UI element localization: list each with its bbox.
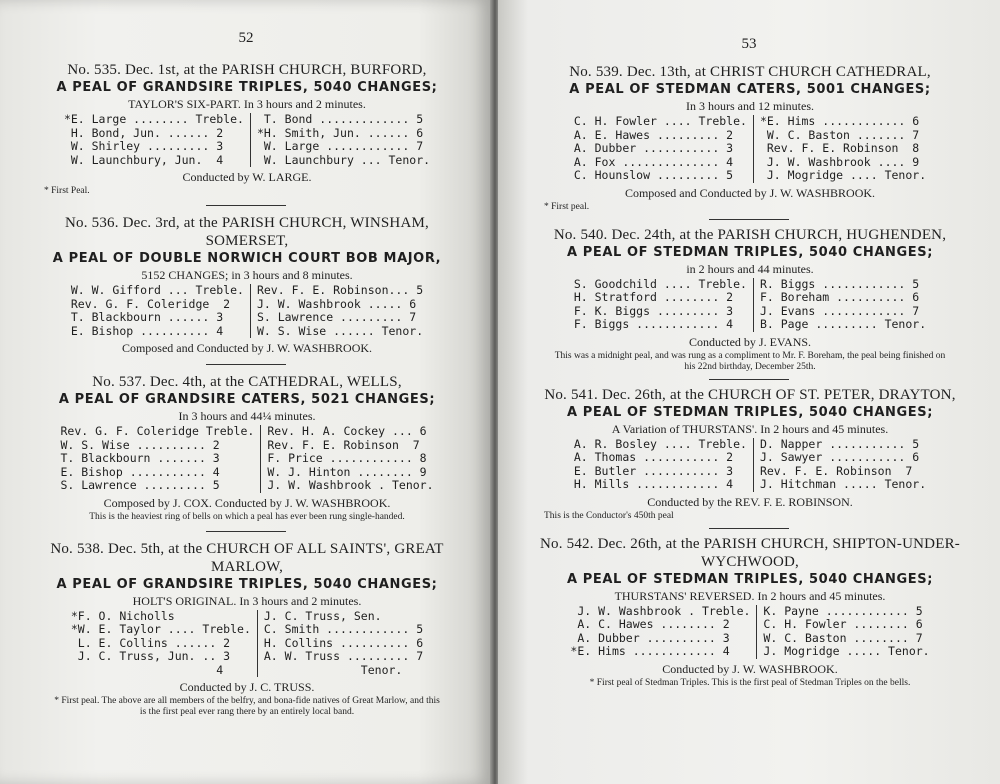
conductor-line: Composed by J. COX. Conducted by J. W. WASHBROOK. (103, 495, 391, 510)
record-heading: No. 539. Dec. 13th, at CHRIST CHURCH CATHEDRAL, (569, 64, 931, 80)
ringer: J. W. Washbrook . Treble. (570, 603, 751, 618)
ringer: A. Dubber .......... 3 (570, 630, 730, 645)
ringer: W. Shirley ......... 3 (63, 139, 224, 153)
ringer: K. Payne ............ 5 (763, 603, 923, 618)
ringer: W. C. Baston ........ 7 (763, 630, 923, 645)
record-heading: No. 541. Dec. 26th, at the CHURCH OF ST. PETER, DRAYTON, (544, 386, 956, 403)
conductor-line: Composed and Conducted by J. W. WASHBROOK. (624, 185, 876, 200)
ringer: W. W. Gifford ... Treble. (70, 283, 244, 297)
ringer: J. Mogridge .... Tenor. (759, 168, 927, 182)
record-heading: No. 538. Dec. 5th, at the CHURCH OF ALL SAINTS', GREAT MARLOW, (50, 540, 444, 575)
footnote: This is the Conductor's 450th peal (544, 510, 674, 521)
ringer: Rev. G. F. Coleridge Treble. (60, 424, 255, 438)
ringers-table (40, 284, 454, 338)
divider (709, 219, 789, 220)
ringer: J. Evans ............ 7 (759, 303, 920, 318)
record-heading: No. 537. Dec. 4th, at the CATHEDRAL, WELLS, (92, 374, 402, 390)
record-heading: No. 542. Dec. 26th, at the PARISH CHURCH, SHIPTON-UNDER-WYCHWOOD, (540, 535, 960, 570)
ringer: *E. Hims ............ 6 (759, 114, 920, 128)
ringer: E. Butler ........... 3 (573, 463, 734, 478)
conductor-line: Conducted by J. C. TRUSS. (179, 680, 315, 694)
ringer: H. Mills ............ 4 (573, 477, 734, 491)
peal-title: A PEAL OF STEDMAN TRIPLES, 5040 CHANGES; (566, 244, 934, 260)
ringer: C. Smith ............ 5 (263, 622, 424, 636)
footnote: This was a midnight peal, and was rung as a compliment to Mr. F. Boreham, the peal being finished on his 22nd birthday, December 25th. (554, 350, 946, 372)
record-subline: THURSTANS' REVERSED. In 2 hours and 45 minutes. (614, 588, 886, 603)
divider (206, 205, 286, 206)
ringer: Rev. F. E. Robinson 7 (759, 463, 913, 478)
ringer: Rev. F. E. Robinson 8 (759, 141, 920, 155)
peal-title: A PEAL OF DOUBLE NORWICH COURT BOB MAJOR, (52, 251, 442, 266)
record-subline: In 3 hours and 44¼ minutes. (178, 409, 316, 423)
ringer: A. Fox .............. 4 (573, 154, 734, 169)
conductor-line: Conducted by W. LARGE. (182, 170, 312, 184)
ringers-table (40, 610, 454, 678)
ringer: Rev. F. E. Robinson... 5 (256, 283, 424, 297)
peal-record (498, 226, 1000, 373)
ringers-table (40, 113, 454, 167)
ringer: A. R. Bosley .... Treble. (573, 436, 747, 451)
record-subline: HOLT'S ORIGINAL. In 3 hours and 2 minutes. (132, 593, 362, 608)
peal-record (0, 61, 492, 197)
peal-record (0, 540, 492, 719)
ringer: W. Large ............ 7 (256, 139, 424, 153)
peal-record (498, 386, 1000, 522)
ringer: Tenor. (263, 662, 403, 677)
peal-record (498, 535, 1000, 689)
ringer: W. S. Wise .......... 2 (60, 437, 220, 452)
page-number: 52 (238, 30, 254, 46)
record-subline: TAYLOR'S SIX-PART. In 3 hours and 2 minutes. (128, 97, 366, 111)
ringer: *W. E. Taylor .... Treble. (70, 622, 251, 636)
ringer: W. C. Baston ....... 7 (759, 127, 920, 142)
footnote: * First peal. (544, 201, 590, 212)
ringer: J. Hitchman ..... Tenor. (759, 477, 927, 491)
peal-record (0, 373, 492, 523)
right-page (498, 0, 1000, 784)
ringer: *F. O. Nicholls (70, 608, 175, 623)
ringer: F. Price ............ 8 (267, 451, 427, 465)
ringers-table (540, 438, 960, 492)
left-page (0, 0, 492, 784)
peal-title: A PEAL OF STEDMAN TRIPLES, 5040 CHANGES; (566, 571, 934, 587)
ringer: H. Bond, Jun. ...... 2 (63, 125, 224, 140)
conductor-line: Conducted by J. EVANS. (688, 334, 812, 349)
record-heading: No. 536. Dec. 3rd, at the PARISH CHURCH, WINSHAM, SOMERSET, (65, 215, 429, 249)
ringers-table (40, 425, 454, 493)
ringer: J. Sawyer ........... 6 (759, 450, 920, 464)
peal-record (498, 63, 1000, 213)
divider (709, 528, 789, 529)
ringer: W. J. Hinton ........ 9 (267, 464, 427, 479)
divider (709, 379, 789, 380)
ringer: W. Launchbury, Jun. 4 (63, 152, 224, 167)
peal-title: A PEAL OF GRANDSIRE CATERS, 5021 CHANGES; (58, 392, 436, 407)
ringer: L. E. Collins ...... 2 (70, 635, 231, 650)
ringer: B. Page ......... Tenor. (759, 317, 927, 331)
ringer: A. C. Hawes ........ 2 (570, 617, 730, 631)
ringer: D. Napper ........... 5 (759, 436, 920, 451)
ringer: C. H. Fowler ........ 6 (763, 617, 923, 631)
ringer: A. Thomas ........... 2 (573, 450, 734, 464)
divider (206, 531, 286, 532)
record-heading: No. 535. Dec. 1st, at the PARISH CHURCH, BURFORD, (67, 62, 427, 78)
ringer: W. Launchbury ... Tenor. (256, 152, 431, 167)
ringer: J. W. Washbrook . Tenor. (267, 478, 434, 492)
record-subline: in 2 hours and 44 minutes. (686, 261, 814, 276)
ringer: J. Mogridge ..... Tenor. (763, 644, 930, 658)
peal-title: A PEAL OF GRANDSIRE TRIPLES, 5040 CHANGES; (56, 80, 438, 95)
ringer: Rev. F. E. Robinson 7 (267, 437, 420, 452)
ringer: A. W. Truss ......... 7 (263, 649, 424, 663)
ringer: F. Biggs ............ 4 (573, 317, 734, 331)
conductor-line: Composed and Conducted by J. W. WASHBROOK. (121, 341, 373, 355)
ringer: E. Bishop .......... 4 (70, 323, 224, 338)
conductor-line: Conducted by the REV. F. E. ROBINSON. (647, 494, 853, 509)
record-subline: A Variation of THURSTANS'. In 2 hours and 45 minutes. (611, 421, 889, 436)
ringer: W. S. Wise ...... Tenor. (256, 323, 424, 338)
footnote: This is the heaviest ring of bells on which a peal has ever been rung single-handed. (89, 511, 405, 522)
ringer: J. C. Truss, Sen. (263, 608, 382, 623)
footnote: * First peal of Stedman Triples. This is the first peal of Stedman Triples on the bells. (589, 677, 911, 688)
ringer: S. Lawrence ......... 5 (60, 478, 220, 492)
ringer: *E. Hims ............ 4 (570, 644, 730, 658)
conductor-line: Conducted by J. W. WASHBROOK. (662, 661, 838, 676)
ringers-table (540, 278, 960, 332)
ringer: T. Bond ............. 5 (256, 112, 424, 126)
peal-record (0, 214, 492, 356)
ringer: C. H. Fowler .... Treble. (573, 114, 747, 128)
footnote: * First Peal. (44, 186, 90, 196)
page-number: 53 (741, 36, 757, 52)
ringer: R. Biggs ............ 5 (759, 276, 920, 291)
ringer: S. Goodchild .... Treble. (573, 276, 747, 291)
record-subline: In 3 hours and 12 minutes. (686, 99, 814, 113)
ringer: A. Dubber ........... 3 (573, 141, 734, 155)
peal-title: A PEAL OF STEDMAN CATERS, 5001 CHANGES; (569, 82, 931, 97)
ringer: S. Lawrence ......... 7 (256, 310, 417, 324)
ringers-table (540, 115, 960, 183)
footnote: * First peal. The above are all members of the belfry, and bona-fide natives of Great Marlow, and this is the first peal ever rang there by an entirely local band. (54, 696, 440, 717)
ringer: H. Stratford ........ 2 (573, 290, 734, 304)
ringer: F. K. Biggs ......... 3 (573, 303, 734, 318)
ringer: 4 (70, 662, 224, 677)
ringer: H. Collins .......... 6 (263, 635, 424, 650)
ringer: J. C. Truss, Jun. .. 3 (70, 649, 231, 663)
ringer: C. Hounslow ......... 5 (573, 168, 734, 182)
peal-title: A PEAL OF GRANDSIRE TRIPLES, 5040 CHANGES; (56, 576, 438, 592)
ringer: J. W. Washbrook .... 9 (759, 154, 920, 169)
ringer: F. Boreham .......... 6 (759, 290, 920, 304)
ringer: Rev. G. F. Coleridge 2 (70, 296, 231, 311)
record-heading: No. 540. Dec. 24th, at the PARISH CHURCH, HUGHENDEN, (553, 226, 947, 243)
ringer: *E. Large ........ Treble. (63, 112, 244, 126)
divider (206, 364, 286, 365)
peal-title: A PEAL OF STEDMAN TRIPLES, 5040 CHANGES; (566, 404, 934, 420)
ringers-table (540, 605, 960, 659)
ringer: J. W. Washbrook ..... 6 (256, 296, 417, 311)
ringer: T. Blackbourn ...... 3 (70, 310, 224, 324)
ringer: A. E. Hawes ......... 2 (573, 127, 734, 142)
ringer: E. Bishop ........... 4 (60, 464, 220, 479)
ringer: T. Blackbourn ....... 3 (60, 451, 220, 465)
ringer: *H. Smith, Jun. ...... 6 (256, 125, 424, 140)
ringer: Rev. H. A. Cockey ... 6 (267, 424, 427, 438)
record-subline: 5152 CHANGES; in 3 hours and 8 minutes. (141, 268, 353, 282)
